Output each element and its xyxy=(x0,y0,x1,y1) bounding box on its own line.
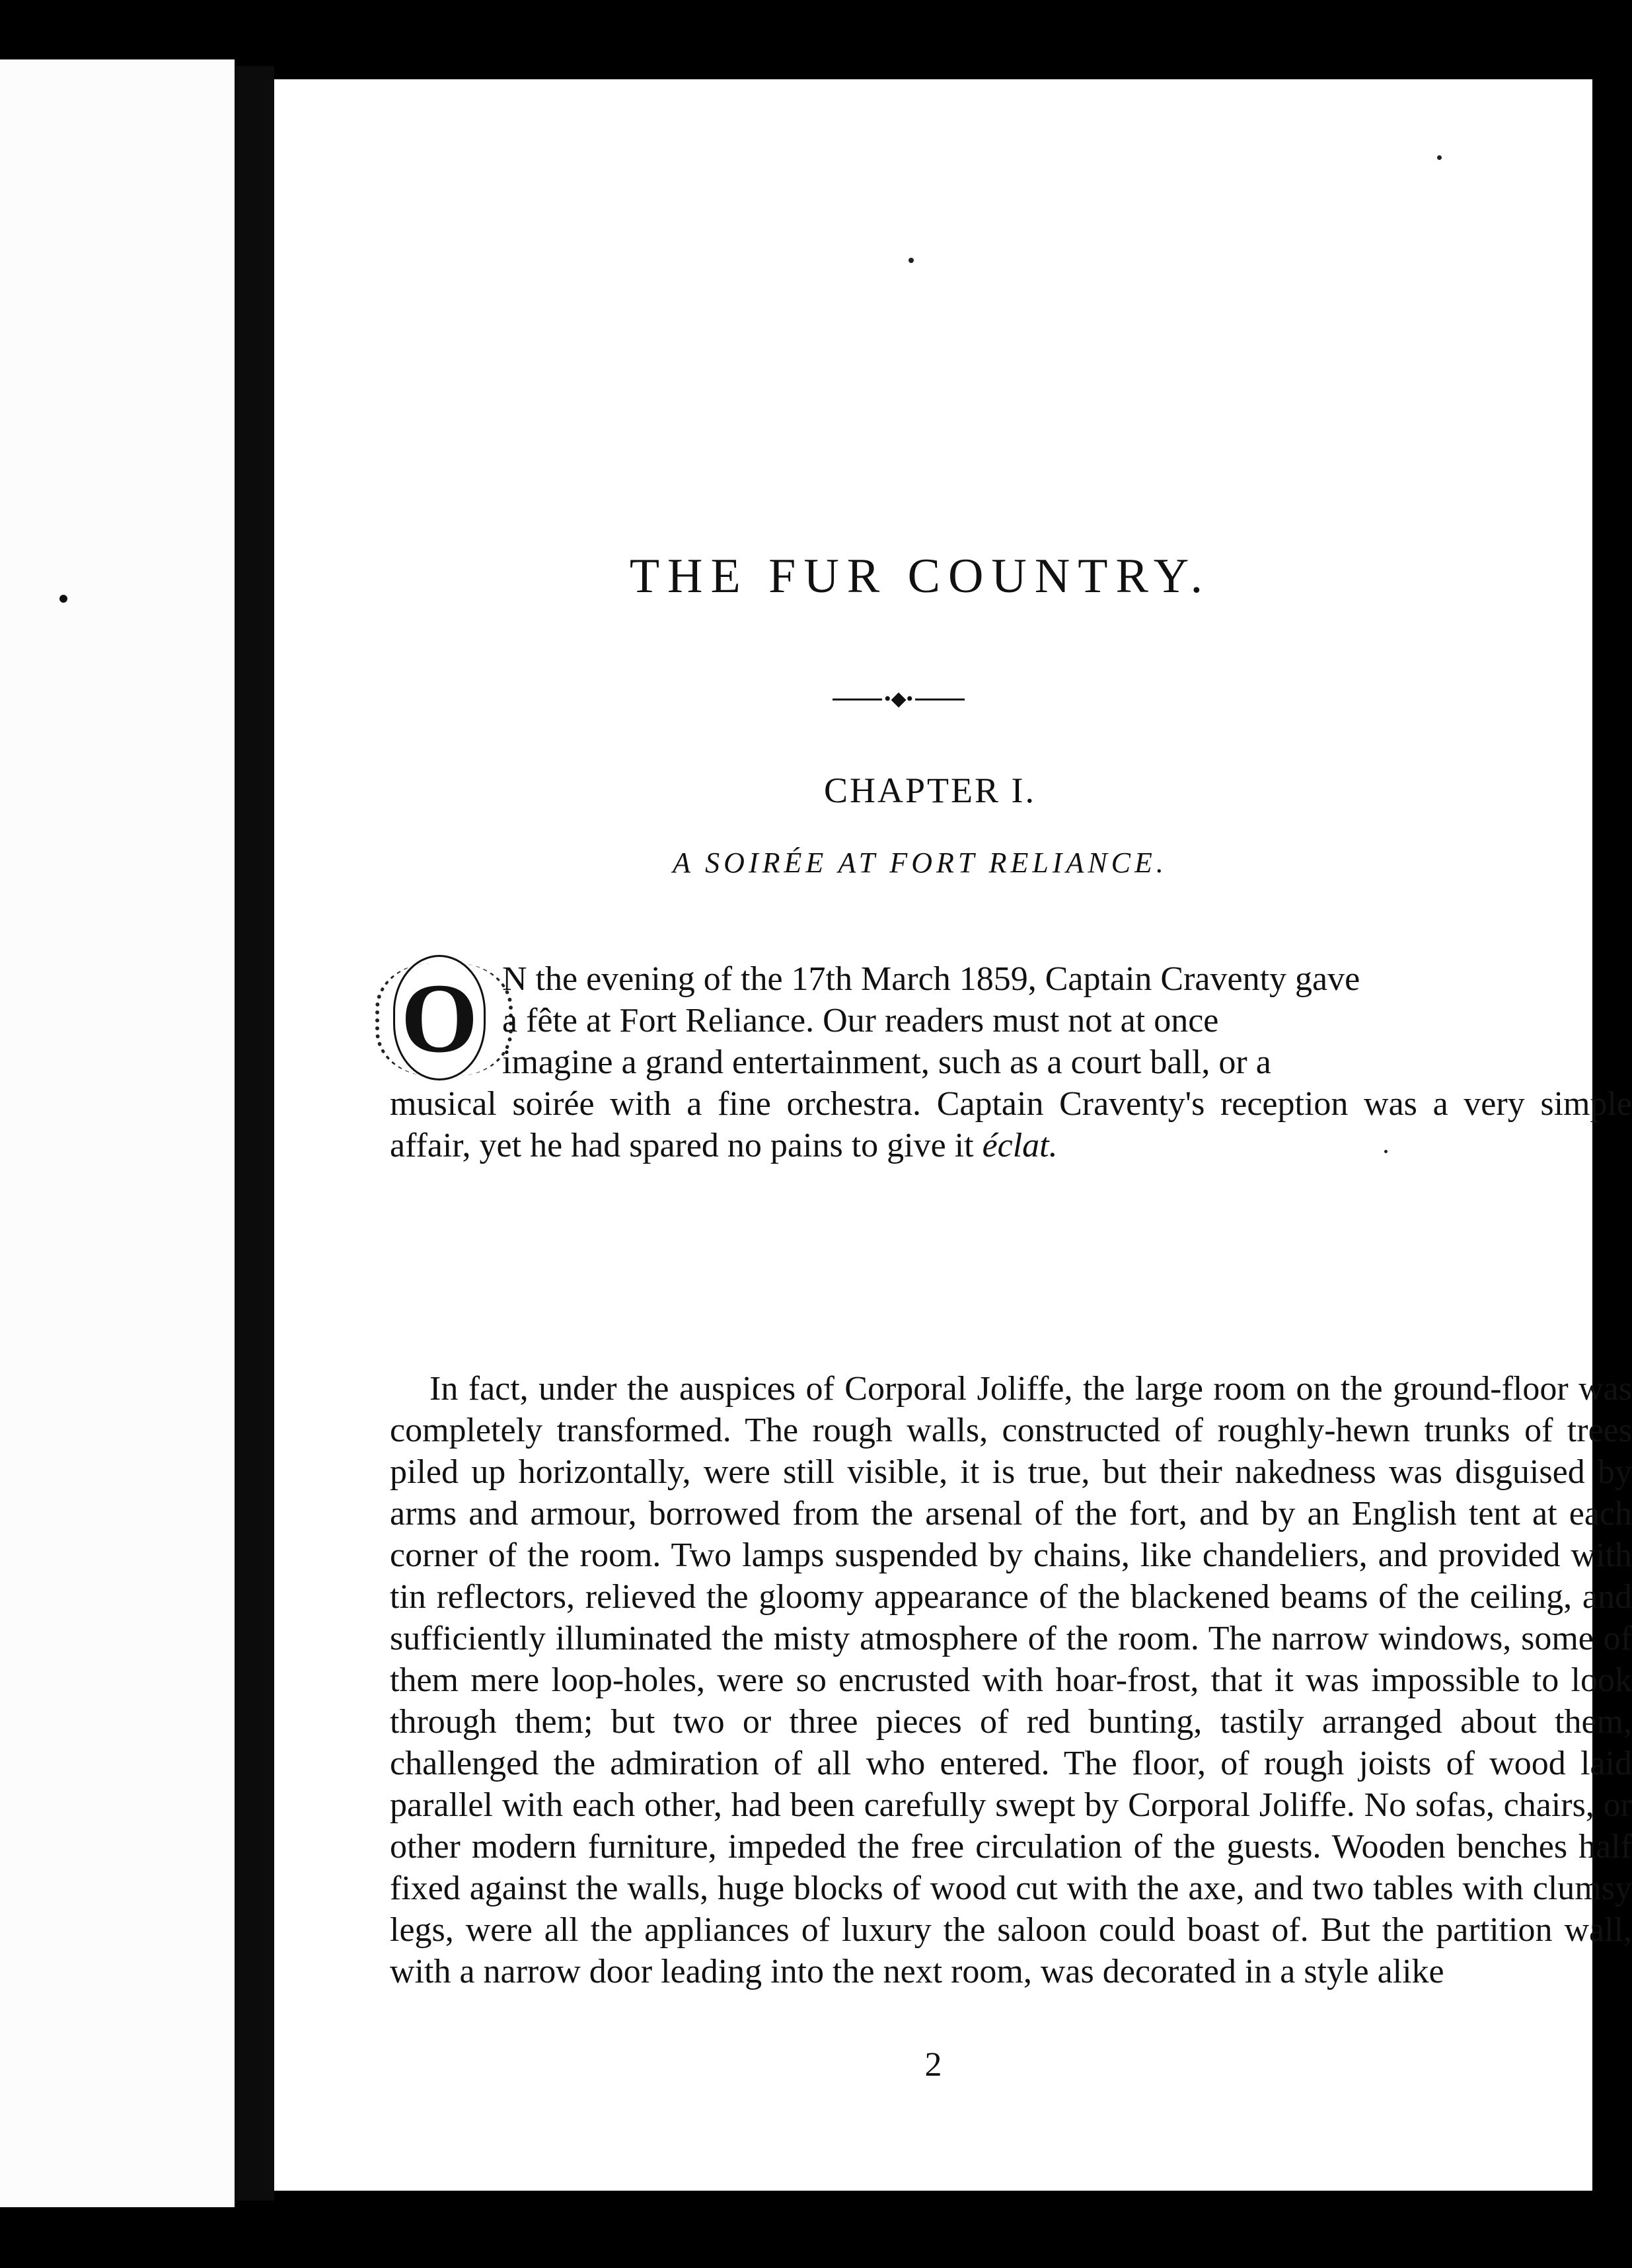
book-title: THE FUR COUNTRY. xyxy=(629,549,1211,603)
book-page xyxy=(274,79,1632,2191)
title-divider xyxy=(833,688,965,710)
page-number: 2 xyxy=(924,2046,942,2084)
chapter-title: A SOIRÉE AT FORT RELIANCE. xyxy=(673,847,1168,879)
chapter-number: CHAPTER I. xyxy=(823,771,1036,810)
paragraph-2: In fact, under the auspices of Corporal Joliffe, the large room on the ground-floor was completely transformed. The rough walls, constructed of roughly-hewn trunks of trees piled up horizontally, were still visible, it is true, but their nakedness was disguised by arms and armour, borrowed from the arsenal of the fort, and by an English tent at each corner of the room. Two lamps suspended by chains, like chandeliers, and provided with tin reflectors, relieved the gloomy appearance of the blackened beams of the ceiling, and sufficiently illuminated the misty atmosphere of the room. The narrow windows, some of them mere loop-holes, were so encrusted with hoar-frost, that it was impossible to look through them; but two or three pieces of red bunting, tastily arranged about them, challenged the admiration of all who entered. The floor, of rough joists of wood laid parallel with each other, had been carefully swept by Corporal Joliffe. No sofas, chairs, or other modern furniture, impeded the free circulation of the guests. Wooden benches half fixed against the walls, huge blocks of wood cut with the axe, and two tables with clumsy legs, were all the appliances of luxury the saloon could boast of. But the partition wall, with a narrow door leading into the next room, was decorated in a style alike xyxy=(390,1370,1632,1990)
paragraph-1-rest: musical soirée with a fine orchestra. Captain Craventy's reception was a very simple affair, yet he had spared no pains to give it xyxy=(390,1085,1632,1164)
paragraph-1-italic-word: éclat. xyxy=(982,1127,1058,1164)
paragraph-1-line-2: a fête at Fort Reliance. Our readers must not at once xyxy=(502,1002,1219,1040)
left-page-edge xyxy=(0,59,235,2207)
paragraph-1 xyxy=(390,958,1632,1166)
ink-speck xyxy=(909,258,914,263)
ink-speck xyxy=(59,595,67,603)
divider-rule-left xyxy=(833,699,882,700)
divider-rule-right xyxy=(915,699,965,700)
divider-ornament: •◆• xyxy=(883,688,914,710)
paragraph-1-line-3: imagine a grand entertainment, such as a court ball, or a xyxy=(502,1043,1271,1081)
book-gutter xyxy=(235,66,274,2201)
drop-cap-letter: O xyxy=(393,955,486,1080)
paragraph-1-line-1: N the evening of the 17th March 1859, Captain Craventy gave xyxy=(502,960,1360,998)
ink-speck xyxy=(1437,155,1442,160)
